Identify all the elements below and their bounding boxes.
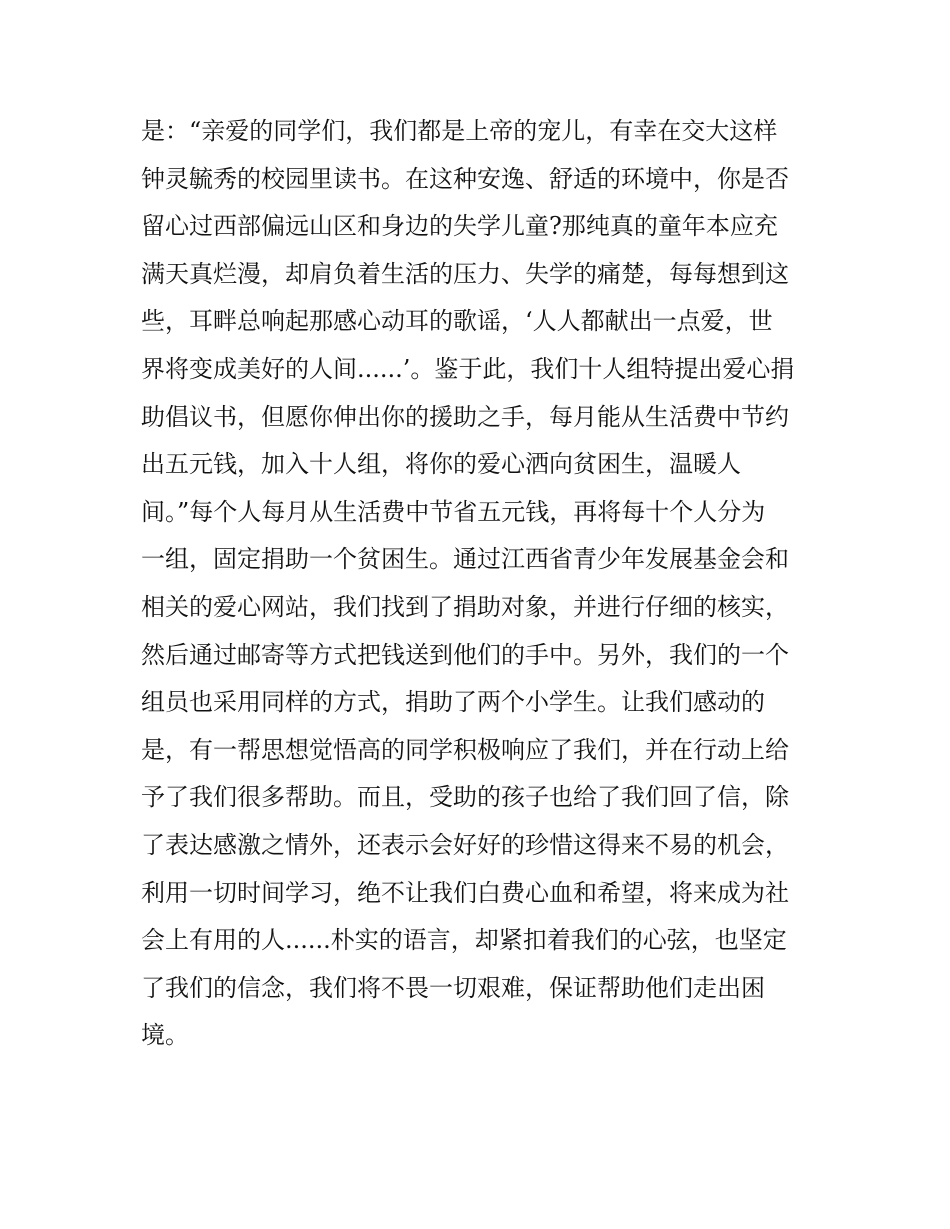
text-line-10: 一组，固定捐助一个贫困生。通过江西省青少年发展基金会和 (141, 545, 789, 574)
text-line-2: 钟灵毓秀的校园里读书。在这种安逸、舒适的环境中，你是否 (141, 164, 789, 193)
text-line-5: 些，耳畔总响起那感心动耳的歌谣，‘人人都献出一点爱，世 (141, 307, 773, 336)
text-line-7: 助倡议书，但愿你伸出你的援助之手，每月能从生活费中节约 (141, 402, 789, 431)
text-line-6: 界将变成美好的人间......’。鉴于此，我们十人组特提出爱心捐 (141, 354, 795, 383)
text-line-18: 会上有用的人......朴实的语言，却紧扣着我们的心弦，也坚定 (141, 926, 787, 955)
text-line-13: 组员也采用同样的方式，捐助了两个小学生。让我们感动的 (141, 688, 765, 717)
text-line-8: 出五元钱，加入十人组，将你的爱心洒向贫困生，温暖人 (141, 450, 741, 479)
text-line-12: 然后通过邮寄等方式把钱送到他们的手中。另外，我们的一个 (141, 640, 789, 669)
text-line-3: 留心过西部偏远山区和身边的失学儿童?那纯真的童年本应充 (141, 212, 778, 241)
text-line-4: 满天真烂漫，却肩负着生活的压力、失学的痛楚，每每想到这 (141, 259, 789, 288)
text-line-11: 相关的爱心网站，我们找到了捐助对象，并进行仔细的核实， (141, 592, 789, 621)
text-line-19: 了我们的信念，我们将不畏一切艰难，保证帮助他们走出困 (141, 973, 765, 1002)
body-paragraph (141, 108, 821, 1060)
text-line-1: 是：“亲爱的同学们，我们都是上帝的宠儿，有幸在交大这样 (141, 117, 778, 145)
text-line-16: 了表达感激之情外，还表示会好好的珍惜这得来不易的机会， (141, 830, 789, 859)
text-line-9: 间。”每个人每月从生活费中节省五元钱，再将每十个人分为 (141, 497, 766, 526)
text-line-14: 是，有一帮思想觉悟高的同学积极响应了我们，并在行动上给 (141, 735, 789, 764)
text-line-20: 境。 (141, 1021, 189, 1050)
text-line-15: 予了我们很多帮助。而且，受助的孩子也给了我们回了信，除 (141, 783, 789, 812)
text-line-17: 利用一切时间学习，绝不让我们白费心血和希望，将来成为社 (141, 878, 789, 907)
